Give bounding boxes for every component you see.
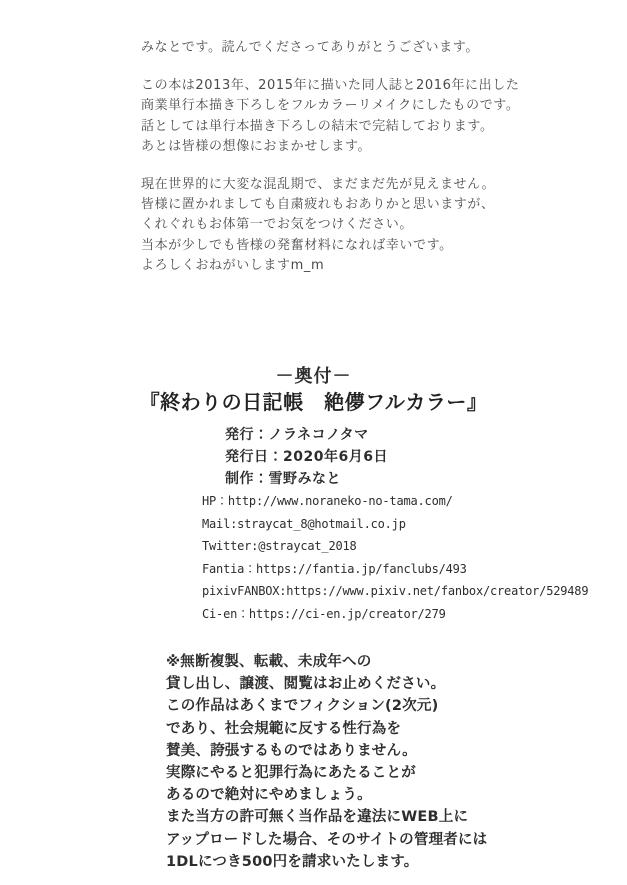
mail-address: Mail:straycat_8@hotmail.co.jp [202,516,406,531]
notice-line: 1DLにつき500円を請求いたします。 [166,853,419,870]
notice-line: あるので絶対にやめましょう。 [166,787,372,804]
twitter-handle: Twitter:@straycat_2018 [202,539,357,554]
notice-line: また当方の許可無く当作品を違法にWEB上に [166,809,469,826]
notice-line: であり、社会規範に反する性行為を [166,720,402,737]
fantia-url: Fantia：https://fantia.jp/fanclubs/493 [202,561,467,576]
publisher-line: 発行：ノラネコノタマ [225,427,369,443]
afterword-line: 皆様に置かれましても自粛疲れもおありかと思いますが、 [141,197,495,213]
afterword-paragraph-2 [141,76,519,157]
afterword-paragraph-3 [141,175,519,276]
afterword-line: あとは皆様の想像におまかせします。 [141,138,372,154]
legal-notice-block [166,651,487,873]
afterword-block [141,38,519,276]
notice-line: アップロードした場合、そのサイトの管理者には [166,831,488,848]
notice-line: この作品はあくまでフィクション(2次元) [166,698,439,715]
notice-line: ※無断複製、転載、未成年への [166,654,372,670]
book-title: 『終わりの日記帳 絶儚フルカラー』 [139,390,488,414]
afterword-line: みなとです。読んでくださってありがとうございます。 [141,40,479,55]
publish-date-line: 発行日：2020年6月6日 [225,448,388,465]
afterword-line: 商業単行本描き下ろしをフルカラーリメイクにしたものです。 [141,98,520,114]
notice-line: 実際にやると犯罪行為にあたることが [166,765,416,782]
homepage-url: HP：http://www.noraneko-no-tama.com/ [202,494,453,508]
afterword-line: くれぐれもお体第一でお気をつけください。 [141,217,414,233]
afterword-paragraph-1 [141,38,519,58]
pixiv-fanbox-url: pixivFANBOX:https://www.pixiv.net/fanbox/creator/529489 [202,584,589,599]
afterword-line: 話としては単行本描き下ろしの結末で完結しております。 [141,118,494,134]
notice-line: 賛美、誇張するものではありません。 [166,742,417,759]
publisher-block [225,425,388,490]
notice-line: 貸し出し、譲渡、閲覧はお止めください。 [166,676,446,693]
creator-line: 制作：雪野みなと [225,470,341,487]
afterword-line: よろしくおねがいしますm_m [141,257,325,273]
colophon-heading: －奥付－ [275,366,352,387]
afterword-line: この本は2013年、2015年に描いた同人誌と2016年に出した [141,78,520,94]
ci-en-url: Ci-en：https://ci-en.jp/creator/279 [202,606,446,621]
afterword-line: 当本が少しでも皆様の発奮材料になれば幸いです。 [141,237,453,253]
afterword-line: 現在世界的に大変な混乱期で、まだまだ先が見えません。 [141,177,496,193]
contact-block [202,490,588,626]
